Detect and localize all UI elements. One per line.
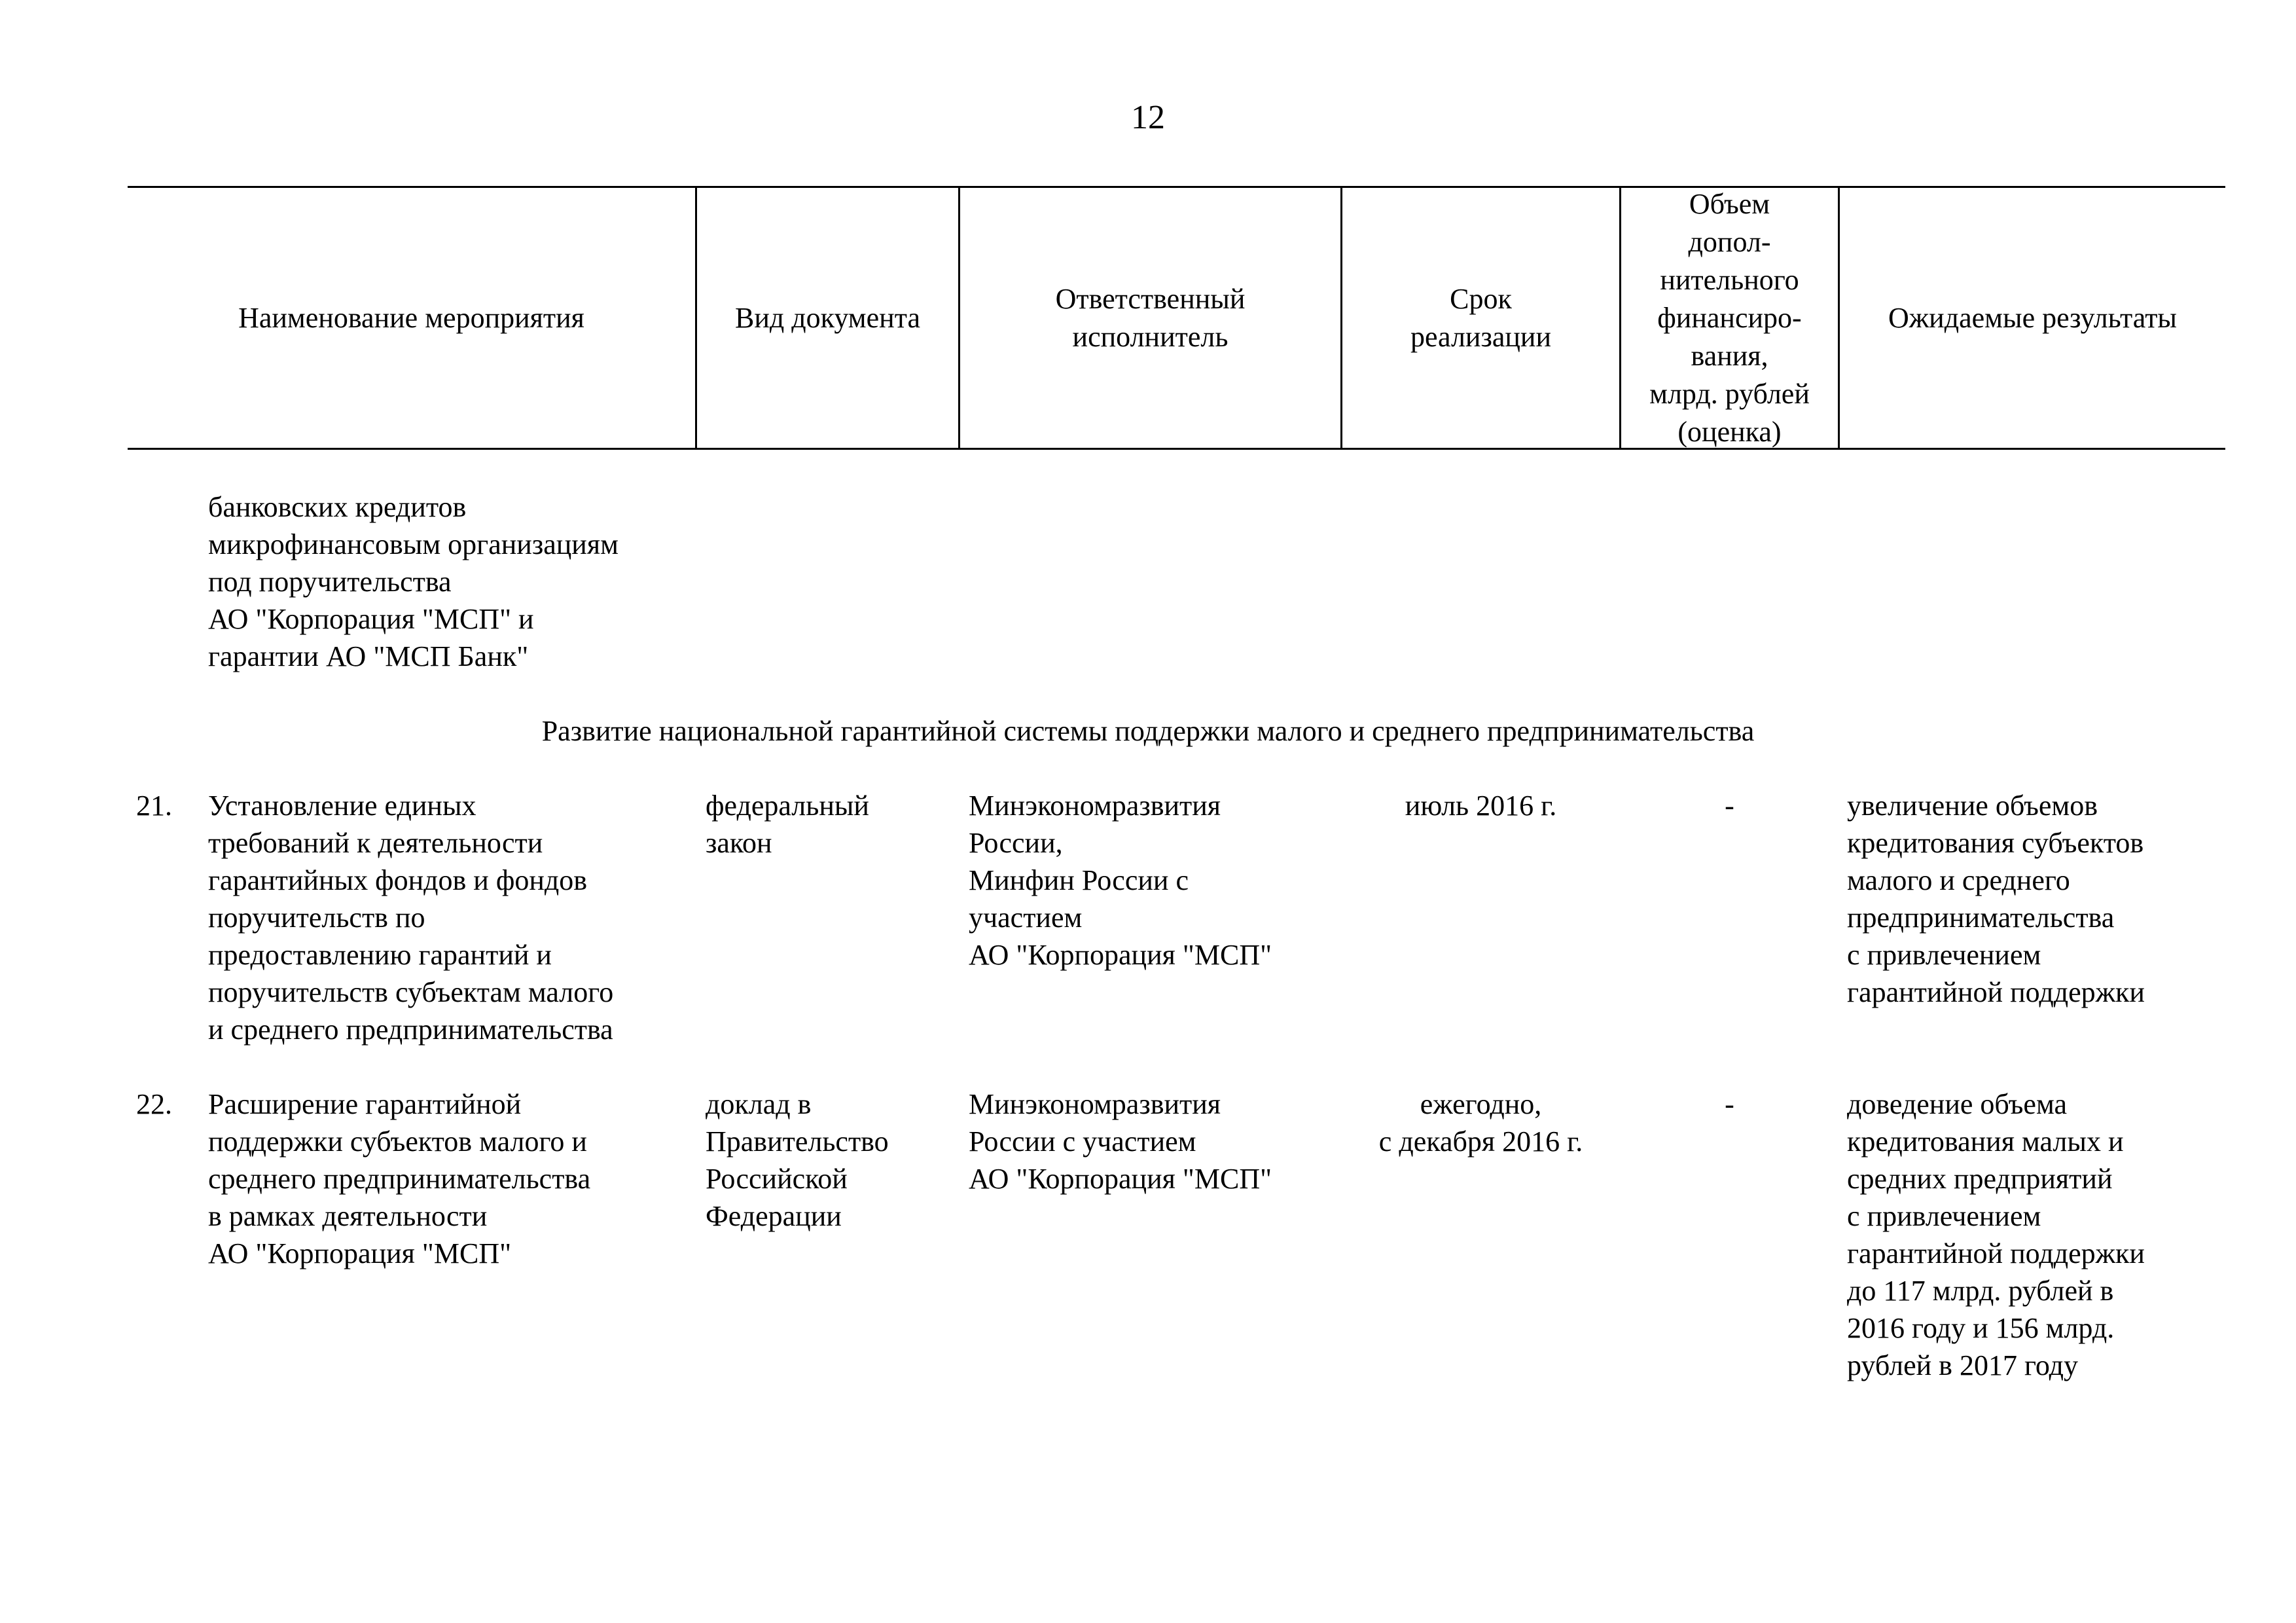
header-name: Наименование мероприятия bbox=[238, 301, 584, 334]
row-name: Расширение гарантийной поддержки субъектов малого и среднего предпринимательства в рамках деятельности АО "Корпорация "МСП" bbox=[208, 1088, 591, 1269]
row-results: увеличение объемов кредитования субъектов малого и среднего предпринимательства с привлечением гарантийной поддержки bbox=[1847, 790, 2145, 1008]
row-funding: - bbox=[1725, 1088, 1734, 1120]
row-term: июль 2016 г. bbox=[1405, 790, 1557, 822]
row-name: Установление единых требований к деятельности гарантийных фондов и фондов поручительств по предоставлению гарантий и поручительств субъектам малого и среднего предпринимательства bbox=[208, 790, 614, 1046]
row-funding: - bbox=[1725, 790, 1734, 822]
header-results: Ожидаемые результаты bbox=[1888, 301, 2177, 334]
header-doc-type: Вид документа bbox=[734, 301, 921, 334]
header-funding: Объем допол- нительного финансиро- вания, млрд. рублей (оценка) bbox=[1649, 187, 1810, 448]
header-term: Срок реализации bbox=[1410, 282, 1552, 353]
continuation-name: банковских кредитов микрофинансовым организациям под поручительства АО "Корпорация "МСП" и гарантии АО "МСП Банк" bbox=[208, 491, 619, 672]
row-executor: Минэкономразвития России, Минфин России с участием АО "Корпорация "МСП" bbox=[969, 790, 1272, 971]
row-number: 22. bbox=[136, 1088, 172, 1120]
section-heading: Развитие национальной гарантийной системы поддержки малого и среднего предпринимательства bbox=[541, 715, 1755, 747]
header-bottom-rule bbox=[128, 448, 2225, 450]
row-number: 21. bbox=[136, 790, 172, 822]
row-doc-type: федеральный закон bbox=[706, 790, 869, 859]
row-executor: Минэкономразвития России с участием АО "Корпорация "МСП" bbox=[969, 1088, 1272, 1195]
row-results: доведение объема кредитования малых и средних предприятий с привлечением гарантийной поддержки до 117 млрд. рублей в 2016 году и 156 млрд. рублей в 2017 году bbox=[1847, 1088, 2145, 1381]
row-term: ежегодно, с декабря 2016 г. bbox=[1378, 1088, 1583, 1158]
row-doc-type: доклад в Правительство Российской Федерации bbox=[706, 1088, 889, 1232]
page-number: 12 bbox=[1131, 99, 1165, 136]
header-executor: Ответственный исполнитель bbox=[1055, 282, 1246, 353]
